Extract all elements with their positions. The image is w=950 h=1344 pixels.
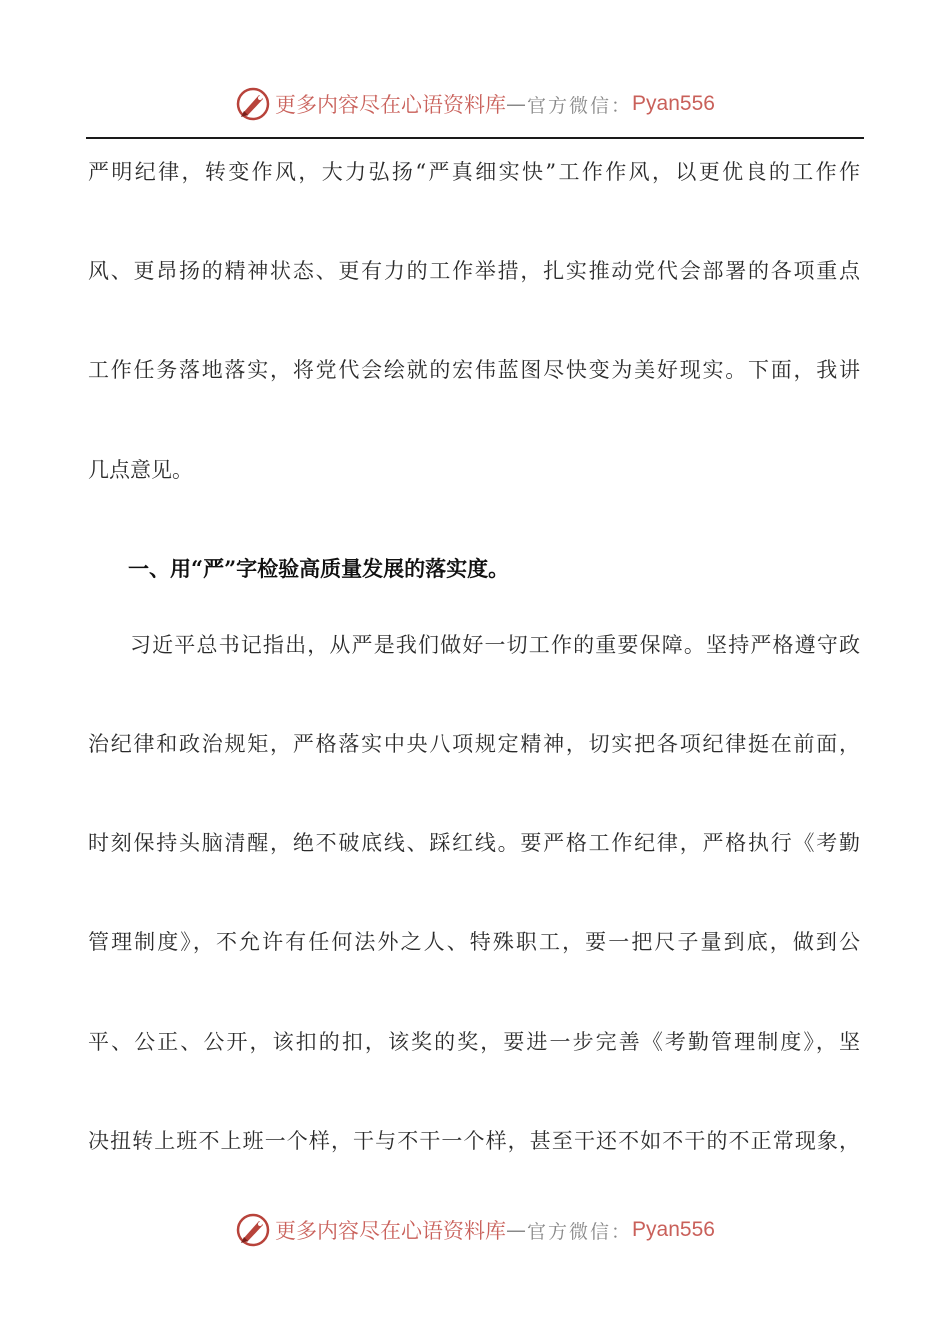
footer-separator: —: [506, 1218, 528, 1242]
footer-wechat-id: Pyan556: [632, 1218, 715, 1241]
text-line: 时刻保持头脑清醒，绝不破底线、踩红线。要严格工作纪律，严格执行《考勤: [88, 831, 860, 856]
text-line: 工作任务落地落实，将党代会绘就的宏伟蓝图尽快变为美好现实。下面，我讲: [88, 358, 860, 383]
pen-nib-logo-icon: [235, 1212, 271, 1248]
header-wechat-label: 官方微信：: [527, 94, 633, 117]
text-line: 管理制度》，不允许有任何法外之人、特殊职工，要一把尺子量到底，做到公: [88, 930, 860, 955]
text-line: 决扭转上班不上班一个样，干与不干一个样，甚至干还不如不干的不正常现象，: [88, 1128, 860, 1153]
text-line: 风、更昂扬的精神状态、更有力的工作举措，扎实推动党代会部署的各项重点: [88, 259, 860, 284]
header-separator: —: [506, 92, 528, 116]
header-divider: [86, 137, 864, 139]
text-line: 习近平总书记指出，从严是我们做好一切工作的重要保障。坚持严格遵守政: [130, 632, 860, 657]
pen-nib-logo-icon: [235, 86, 271, 122]
text-line: 几点意见。: [88, 457, 193, 482]
section-heading: 一、用“严”字检验高质量发展的落实度。: [128, 555, 510, 581]
text-line: 严明纪律，转变作风，大力弘扬“严真细实快”工作作风，以更优良的工作作: [88, 160, 860, 184]
footer-wechat-label: 官方微信：: [527, 1220, 633, 1243]
footer-brand-text: 更多内容尽在心语资料库: [275, 1219, 507, 1243]
header-banner: [0, 84, 950, 124]
header-brand-text: 更多内容尽在心语资料库: [275, 93, 507, 117]
header-wechat-id: Pyan556: [632, 92, 715, 115]
footer-banner: [0, 1210, 950, 1250]
text-line: 平、公正、公开，该扣的扣，该奖的奖，要进一步完善《考勤管理制度》，坚: [88, 1029, 860, 1054]
document-body: [88, 149, 860, 1217]
text-line: 治纪律和政治规矩，严格落实中央八项规定精神，切实把各项纪律挺在前面，: [88, 731, 860, 756]
